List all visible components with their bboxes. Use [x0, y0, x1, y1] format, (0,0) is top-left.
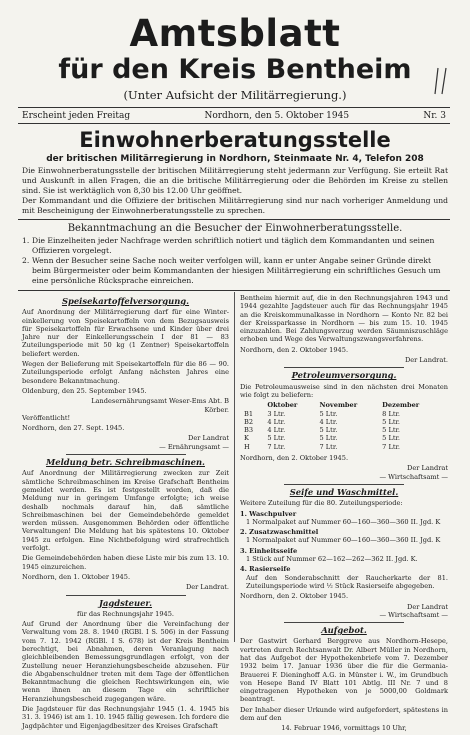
signature: — Wirtschaftsamt —: [379, 472, 448, 481]
table-cell: H: [244, 442, 250, 451]
paragraph: Die Jagdsteuer für das Rechnungsjahr 1945 (1. 4. 1945 bis 31. 3. 1946) ist am 1. 10. 1945 fällig gewesen. Ich fordere die Jagdpächter und Eigenjagdbesitzer des Kreises Grafschaft: [22, 705, 229, 730]
table-cell: 3 Ltr.: [267, 409, 286, 418]
intro-text: [22, 166, 448, 216]
right-column: [240, 294, 448, 735]
masthead-subtitle: für den Kreis Bentheim: [58, 54, 412, 85]
table-cell: 5 Ltr.: [319, 434, 338, 443]
section-rule: [284, 622, 404, 623]
item-heading: 3. Einheitsseife: [240, 546, 298, 555]
section-rule: [284, 367, 404, 368]
table-cell: 7 Ltr.: [319, 442, 338, 451]
section-rule: [66, 595, 186, 596]
item-text: Die Einzelheiten jeder Nachfrage werden schriftlich notiert und täglich dem Kommandanten und seinen Offizieren vorgelegt.: [32, 236, 435, 255]
table-header: Dezember: [382, 401, 420, 410]
column-divider: [234, 292, 235, 642]
table-cell: 7 Ltr.: [267, 442, 286, 451]
table-row: [240, 426, 440, 434]
intro-paragraph: Der Kommandant und die Offiziere der britischen Militärregierung sind nur nach vorheriger Anmeldung und mit Bescheinigung der Einwohnerberatungsstelle zu sprechen.: [22, 196, 448, 215]
item-text: Wenn der Besucher seine Sache noch weiter verfolgen will, kann er unter Angabe seiner Gründe direkt beim Bürgermeister oder beim Kommandanten der hiesigen Militärregierung ein schriftliches Gesuch um eine persönliche Rücksprache einreichen.: [32, 256, 441, 285]
table-cell: 5 Ltr.: [319, 426, 338, 435]
paragraph: Der Inhaber dieser Urkunde wird aufgefordert, spätestens in dem auf den: [240, 705, 448, 723]
notice-list: [22, 236, 448, 286]
item-text: 1 Normalpaket auf Nummer 60—160—360—360 II. Jgd. K: [246, 536, 441, 545]
paragraph: Auf Anordnung der Militärregierung darf für eine Winter-einkellerung von Speisekartoffeln von dem Bezugsausweis für Speisekartoffeln für Erwachsene und Kinder über drei Jahre nur der Einkellerungsschein I der 81 — 83 Zuteilungsperiode mit 50 kg (1 Zentner) Speisekartoffeln beliefert werden.: [22, 308, 229, 358]
table-row: [240, 418, 440, 426]
signature: Der Landrat: [188, 434, 229, 443]
dateline: [22, 111, 446, 121]
table-cell: 5 Ltr.: [382, 417, 400, 426]
headline-title: Einwohnerberatungsstelle: [79, 128, 391, 152]
table-cell: K: [244, 434, 249, 443]
table-cell: 8 Ltr.: [382, 409, 400, 418]
section-title: Jagdsteuer.: [99, 597, 152, 608]
table-cell: 5 Ltr.: [267, 434, 286, 443]
section-title: Aufgebot.: [321, 625, 367, 636]
signature: — Wirtschaftsamt —: [379, 610, 448, 619]
paragraph: Oldenburg, den 25. September 1945.: [22, 386, 147, 395]
signature: Der Landrat.: [185, 583, 229, 592]
section-title: Meldung betr. Schreibmaschinen.: [46, 457, 205, 468]
table-cell: 4 Ltr.: [267, 417, 286, 426]
list-item: [22, 256, 448, 286]
section-rule: [284, 484, 404, 485]
paragraph: Weitere Zuteilung für die 80. Zuteilungsperiode:: [240, 499, 403, 508]
petroleum-table: [240, 401, 440, 451]
table-header: [240, 401, 263, 409]
paragraph: Veröffentlicht!: [22, 413, 71, 422]
list-item: [240, 510, 448, 527]
signature: Körber.: [204, 405, 229, 414]
item-number: 2.: [22, 256, 30, 265]
table-cell: 4 Ltr.: [267, 426, 286, 435]
paragraph: Nordhorn, den 27. Sept. 1945.: [22, 424, 125, 433]
table-header: November: [319, 401, 358, 410]
place-date: Nordhorn, den 5. Oktober 1945: [204, 111, 350, 121]
paragraph: Auf Anordnung der Militärregierung zwecken zur Zeit sämtliche Schreibmaschinen im Kreise Grafschaft Bentheim gemeldet werden. Es ist festgestellt worden, daß die Meldung nur in geringem Umfange erfolgte; ich weise deshalb nochmals darauf hin, daß sämtliche Schreibmaschinen bei der Gemeindebehörde gemeldet werden müssen. Ausgenommen Behörden oder öffentliche Verwaltungen! Die Meldung hat bis spätestens 10. Oktober 1945 zu erfolgen. Eine Nichtbefolgung wird strafrechtlich verfolgt.: [22, 469, 229, 553]
item-heading: 2. Zusatzwaschmittel: [240, 528, 319, 537]
signature: Der Landrat: [407, 602, 448, 611]
top-rule: [18, 107, 450, 108]
list-item: [240, 547, 448, 564]
paragraph: Der Gastwirt Gerhard Berggreve aus Nordhorn-Hesepe, vertreten durch Rechtsanwalt Dr. Albert Müller in Nordhorn, hat das Aufgebot der Hypothekenbriefe vom 7. Dezember 1932 beim 17. Januar 1936 über die für die Germania-Brauerei F. Dieninghoff A.G. in Münster i. W., im Grundbuch von Hesepe Band IV Blatt 101 Abtlg. III Nr. 7 und 8 eingetragenen Hypotheken von je 5000,00 Goldmark beantragt.: [240, 637, 448, 704]
table-cell: 5 Ltr.: [382, 426, 400, 435]
paragraph: Bentheim hiermit auf, die in den Rechnungsjahren 1943 und 1944 gezahlte Jagdsteuer auch für das Rechnungsjahr 1945 an die Kreiskommunalkasse in Nordhorn — Konto Nr. 82 bei der Kreissparkasse in Nordhorn — bis zum 15. 10. 1945 einzuzahlen. Bei Zahlungsverzug werden Säumniszuschläge erhoben und Wege des Verwaltungszwangsverfahrens.: [240, 294, 448, 344]
section-subtitle: für das Rechnungsjahr 1945.: [76, 609, 175, 618]
item-heading: 4. Rasierseife: [240, 565, 291, 574]
table-row: [240, 443, 440, 451]
list-item: [240, 565, 448, 590]
paragraph: Nordhorn, den 2. Oktober 1945.: [240, 345, 349, 354]
issue-number: Nr. 3: [423, 111, 446, 121]
notice-title: Bekanntmachung an die Besucher der Einwohnerberatungsstelle.: [67, 223, 403, 234]
left-column: [22, 294, 229, 732]
headline-subtitle: der britischen Militärregierung in Nordhorn, Steinmaate Nr. 4, Telefon 208: [46, 154, 424, 164]
list-item: [22, 236, 448, 256]
paragraph: Nordhorn, den 2. Oktober 1945.: [240, 592, 349, 601]
signature: Der Landrat: [407, 464, 448, 473]
table-row: [240, 410, 440, 418]
section-title: Speisekartoffelversorgung.: [61, 296, 190, 306]
section-title: Petroleumversorgung.: [291, 370, 397, 381]
list-item: [240, 528, 448, 545]
paragraph: Nordhorn, den 1. Oktober 1945.: [22, 572, 131, 581]
paragraph: Die Petroleumausweise sind in den nächsten drei Monaten wie folgt zu beliefern:: [240, 382, 448, 399]
item-text: 1 Stück auf Nummer 62—162—262—362 II. Jgd. K.: [246, 555, 418, 564]
notice-rule: [18, 290, 450, 291]
table-cell: B1: [244, 409, 254, 418]
dateline-rule: [18, 123, 450, 124]
paragraph: Die Gemeindebehörden haben diese Liste mir bis zum 13. 10. 1945 einzureichen.: [22, 554, 229, 571]
item-text: Auf den Sonderabschnitt der Raucherkarte der 81. Zuteilungsperiode wird ½ Stück Rasierseife abgegeben.: [246, 573, 448, 590]
item-number: 1.: [22, 236, 30, 245]
signature: Der Landrat.: [404, 356, 448, 365]
masthead-authority: (Unter Aufsicht der Militärregierung.): [123, 88, 347, 102]
table-cell: 5 Ltr.: [319, 409, 338, 418]
signature: Landesernährungsamt Weser-Ems Abt. B: [91, 397, 229, 406]
paragraph: 14. Februar 1946, vormittags 10 Uhr,: [281, 724, 407, 733]
table-cell: 7 Ltr.: [382, 442, 400, 451]
table-cell: B2: [244, 417, 254, 426]
intro-rule: [18, 219, 450, 220]
pencil-mark-icon: [432, 66, 452, 96]
paragraph: Auf Grund der Anordnung über die Vereinfachung der Verwaltung vom 28. 8. 1940 (RGBl. I S. 506) in der Fassung vom 7. 12. 1942 (RGBl. I S. 678) ist der Kreis Bentheim berechtigt, bei Abnahmen, deren Veranlagung nach gleichbleibenden Bemessungsgrundlagen erfolgt, von der Zustellung neuer Heranziehungsbescheide abzusehen. Für die Abgabenschuldner treten mit dem Tage der öffentlichen Bekanntmachung die gleichen Rechtswirkungen ein, wie wenn ihnen an diesem Tage ein schriftlicher Heranziehungsbescheid zugegangen wäre.: [22, 620, 229, 703]
table-cell: B3: [244, 426, 254, 435]
paragraph: Nordhorn, den 2. Oktober 1945.: [240, 454, 349, 463]
masthead-title: Amtsblatt: [129, 12, 341, 55]
table-header: Oktober: [267, 401, 298, 410]
section-rule: [66, 454, 186, 455]
paragraph: Wegen der Belieferung mit Speisekartoffeln für die 86 — 90. Zuteilungsperiode erfolgt Anfang nächsten Jahres eine besondere Bekanntmachung.: [22, 360, 229, 385]
table-cell: 5 Ltr.: [382, 434, 400, 443]
frequency: Erscheint jeden Freitag: [22, 111, 131, 121]
item-heading: 1. Waschpulver: [240, 509, 297, 518]
table-cell: 4 Ltr.: [319, 417, 338, 426]
intro-paragraph: Die Einwohnerberatungsstelle der britischen Militärregierung steht jedermann zur Verfügung. Sie erteilt Rat und Auskunft in allen Fragen, die an die britische Militärregierung oder die Behörden im Kreise zu stellen sind. Sie ist werktäglich von 8,30 bis 12.00 Uhr geöffnet.: [22, 166, 448, 195]
table-header-row: [240, 401, 440, 409]
section-title: Seife und Waschmittel.: [289, 486, 399, 497]
table-row: [240, 434, 440, 442]
signature: — Ernährungsamt —: [159, 442, 229, 451]
item-text: 1 Normalpaket auf Nummer 60—160—360—360 II. Jgd. K: [246, 517, 441, 526]
